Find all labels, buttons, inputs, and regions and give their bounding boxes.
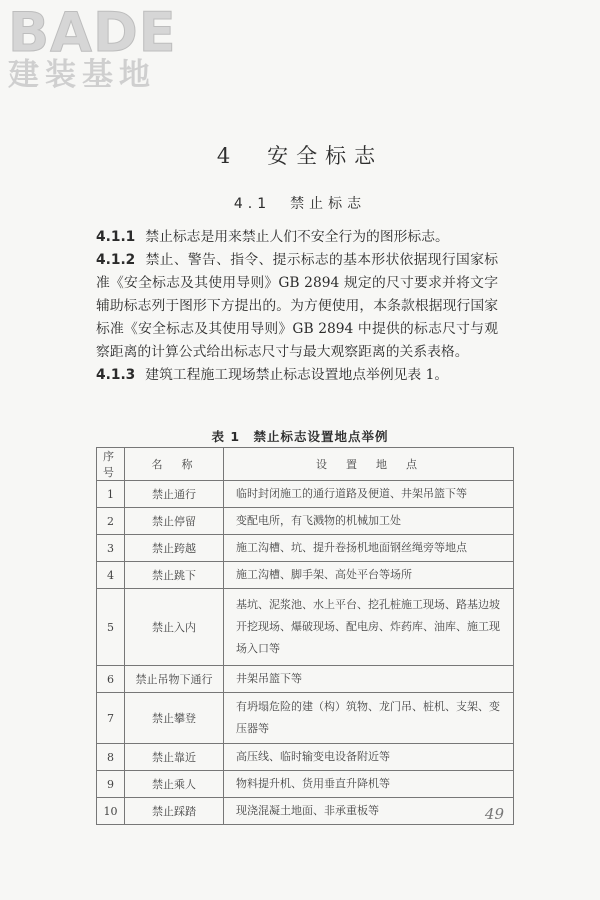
table-title: 表 1 禁止标志设置地点举例 bbox=[211, 429, 389, 444]
table-row bbox=[97, 562, 514, 589]
row-name: 禁止入内 bbox=[125, 589, 224, 666]
row-name: 禁止乘人 bbox=[125, 771, 224, 798]
row-name: 禁止吊物下通行 bbox=[125, 666, 224, 693]
row-no: 5 bbox=[97, 589, 125, 666]
section-title: 4.1 禁止标志 bbox=[233, 196, 367, 212]
chapter-title: 4 安全标志 bbox=[216, 144, 384, 168]
table-row bbox=[97, 589, 514, 666]
table-header-row bbox=[97, 448, 514, 481]
row-name: 禁止通行 bbox=[125, 481, 224, 508]
clause-4-1-1 bbox=[96, 226, 498, 249]
row-location: 井架吊篮下等 bbox=[224, 666, 514, 693]
clause-number: 4.1.1 bbox=[96, 229, 136, 245]
logo-subtitle: 建装基地 bbox=[8, 57, 156, 93]
clause-text: 禁止、警告、指令、提示标志的基本形状依据现行国家标准《安全标志及其使用导则》GB 2894 规定的尺寸要求并将文字辅助标志列于图形下方提出的。为方便使用，本条款根据现行国家标准《安全标志及其使用导则》GB 2894 中提供的标志尺寸与观察距离的计算公式给出标志尺寸与最大观察距离的关系表格。 bbox=[96, 252, 498, 360]
row-no: 2 bbox=[97, 508, 125, 535]
row-location: 现浇混凝土地面、非承重板等 bbox=[224, 798, 514, 825]
row-location: 临时封闭施工的通行道路及便道、井架吊篮下等 bbox=[224, 481, 514, 508]
row-location: 变配电所，有飞溅物的机械加工处 bbox=[224, 508, 514, 535]
row-name: 禁止跳下 bbox=[125, 562, 224, 589]
row-no: 4 bbox=[97, 562, 125, 589]
clause-text: 禁止标志是用来禁止人们不安全行为的图形标志。 bbox=[145, 229, 449, 245]
table-row bbox=[97, 481, 514, 508]
row-no: 10 bbox=[97, 798, 125, 825]
table-row bbox=[97, 508, 514, 535]
clause-4-1-3 bbox=[96, 364, 498, 387]
row-no: 3 bbox=[97, 535, 125, 562]
clause-number: 4.1.3 bbox=[96, 367, 136, 383]
row-no: 8 bbox=[97, 744, 125, 771]
row-name: 禁止攀登 bbox=[125, 693, 224, 744]
row-location: 施工沟槽、坑、提升卷扬机地面钢丝绳旁等地点 bbox=[224, 535, 514, 562]
body-text bbox=[96, 226, 498, 387]
publisher-logo bbox=[8, 1, 178, 93]
row-location: 高压线、临时输变电设备附近等 bbox=[224, 744, 514, 771]
header-location: 设 置 地 点 bbox=[224, 448, 514, 481]
table-row bbox=[97, 744, 514, 771]
table-row bbox=[97, 693, 514, 744]
header-name: 名 称 bbox=[125, 448, 224, 481]
row-name: 禁止停留 bbox=[125, 508, 224, 535]
row-no: 6 bbox=[97, 666, 125, 693]
table-row bbox=[97, 798, 514, 825]
logo-wordmark: BADE bbox=[8, 1, 177, 64]
row-no: 7 bbox=[97, 693, 125, 744]
row-location: 基坑、泥浆池、水上平台、挖孔桩施工现场、路基边坡开挖现场、爆破现场、配电房、炸药库、油库、施工现场入口等 bbox=[224, 589, 514, 666]
row-location: 施工沟槽、脚手架、高处平台等场所 bbox=[224, 562, 514, 589]
table-row bbox=[97, 535, 514, 562]
table-row bbox=[97, 666, 514, 693]
row-location: 有坍塌危险的建（构）筑物、龙门吊、桩机、支架、变压器等 bbox=[224, 693, 514, 744]
row-name: 禁止跨越 bbox=[125, 535, 224, 562]
row-name: 禁止踩踏 bbox=[125, 798, 224, 825]
row-name: 禁止靠近 bbox=[125, 744, 224, 771]
page-number: 49 bbox=[484, 805, 504, 823]
row-location: 物料提升机、货用垂直升降机等 bbox=[224, 771, 514, 798]
clause-4-1-2 bbox=[96, 249, 498, 364]
table-row bbox=[97, 771, 514, 798]
row-no: 1 bbox=[97, 481, 125, 508]
prohibition-sign-table bbox=[96, 447, 514, 825]
clause-text: 建筑工程施工现场禁止标志设置地点举例见表 1。 bbox=[145, 367, 449, 383]
clause-number: 4.1.2 bbox=[96, 252, 136, 268]
header-no: 序号 bbox=[97, 448, 125, 481]
row-no: 9 bbox=[97, 771, 125, 798]
